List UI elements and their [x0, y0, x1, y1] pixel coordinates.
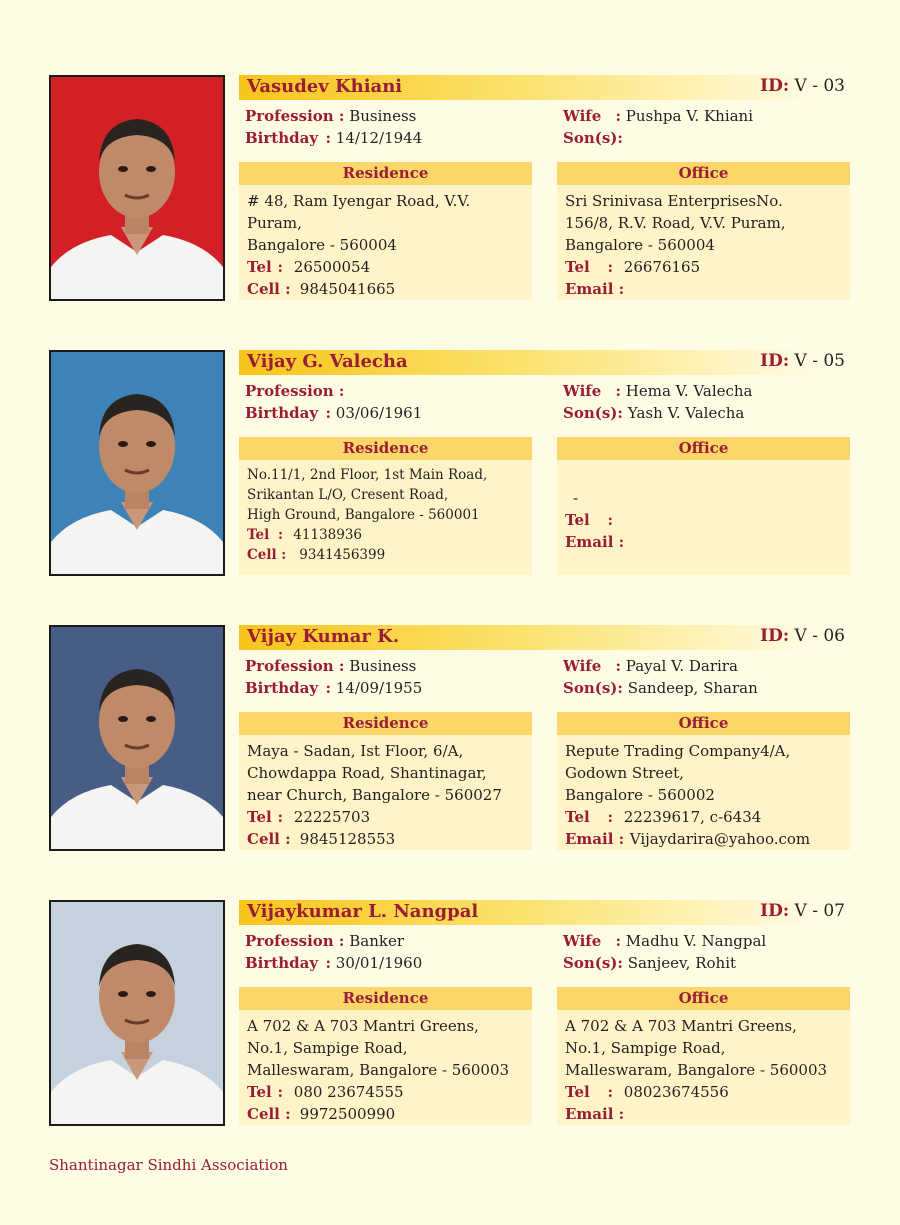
member-name: Vijay Kumar K.	[247, 626, 400, 647]
office-address: Sri Srinivasa EnterprisesNo. 156/8, R.V. Road, V.V. Puram, Bangalore - 560004	[565, 192, 786, 254]
tel-label: Tel :	[247, 808, 283, 826]
email-label: Email :	[565, 1105, 625, 1123]
sons-row	[563, 679, 758, 697]
residence-tel: 080 23674555	[293, 1083, 404, 1101]
id-value: V - 05	[794, 351, 845, 371]
member-id	[760, 901, 845, 921]
profession-row	[245, 382, 344, 400]
birthday-value: 03/06/1961	[335, 404, 423, 422]
footer-association-name: Shantinagar Sindhi Association	[49, 1156, 288, 1174]
birthday-label: Birthday :	[245, 129, 331, 147]
member-id	[760, 76, 845, 96]
office-body	[565, 190, 844, 300]
id-value: V - 03	[794, 76, 845, 96]
residence-box	[239, 162, 532, 300]
residence-box	[239, 987, 532, 1125]
office-box	[557, 162, 850, 300]
residence-cell-row	[247, 278, 526, 300]
wife-value: Madhu V. Nangpal	[625, 932, 767, 950]
cell-label: Cell :	[247, 1105, 291, 1123]
residence-header: Residence	[239, 437, 532, 460]
wife-row	[563, 657, 738, 675]
residence-tel-row	[247, 806, 526, 828]
office-body	[565, 1015, 844, 1125]
office-email-row	[565, 531, 844, 553]
sons-label: Son(s):	[563, 679, 623, 697]
residence-cell: 9341456399	[299, 547, 386, 563]
birthday-value: 14/09/1955	[335, 679, 423, 697]
member-id	[760, 626, 845, 646]
office-box	[557, 987, 850, 1125]
email-label: Email :	[565, 280, 625, 298]
office-email[interactable]: Vijaydarira@yahoo.com	[629, 830, 811, 848]
office-tel: 22239617, c-6434	[623, 808, 762, 826]
residence-tel-row	[247, 256, 526, 278]
residence-body	[247, 465, 526, 565]
wife-value: Payal V. Darira	[625, 657, 738, 675]
office-tel-row	[565, 256, 844, 278]
sons-label: Son(s):	[563, 404, 623, 422]
name-bar	[239, 350, 850, 375]
profession-row	[245, 107, 416, 125]
member-id	[760, 351, 845, 371]
profession-value: Business	[349, 657, 417, 675]
birthday-label: Birthday :	[245, 404, 331, 422]
office-header: Office	[557, 712, 850, 735]
profession-value: Banker	[349, 932, 404, 950]
residence-tel-row	[247, 525, 526, 545]
office-address: Repute Trading Company4/A, Godown Street, Bangalore - 560002	[565, 742, 791, 804]
residence-box	[239, 712, 532, 850]
member-photo	[49, 900, 225, 1126]
tel-label: Tel :	[247, 1083, 283, 1101]
residence-header: Residence	[239, 987, 532, 1010]
profession-row	[245, 932, 404, 950]
id-label: ID:	[760, 351, 790, 371]
birthday-row	[245, 129, 422, 147]
office-email-row	[565, 828, 844, 850]
residence-address: A 702 & A 703 Mantri Greens, No.1, Sampige Road, Malleswaram, Bangalore - 560003	[247, 1017, 510, 1079]
wife-row	[563, 382, 753, 400]
office-tel-row	[565, 509, 844, 531]
sons-label: Son(s):	[563, 129, 623, 147]
member-entry	[49, 625, 851, 853]
residence-header: Residence	[239, 162, 532, 185]
profession-label: Profession :	[245, 107, 345, 125]
profession-label: Profession :	[245, 932, 345, 950]
id-value: V - 06	[794, 626, 845, 646]
office-box	[557, 712, 850, 850]
office-body	[565, 740, 844, 850]
residence-body	[247, 190, 526, 300]
profession-row	[245, 657, 416, 675]
email-label: Email :	[565, 830, 625, 848]
residence-cell: 9845128553	[299, 830, 396, 848]
office-tel: 08023674556	[623, 1083, 729, 1101]
wife-label: Wife :	[563, 932, 621, 950]
sons-row	[563, 954, 736, 972]
tel-label: Tel :	[247, 527, 283, 543]
residence-tel: 26500054	[293, 258, 371, 276]
birthday-row	[245, 679, 422, 697]
wife-label: Wife :	[563, 657, 621, 675]
member-name: Vasudev Khiani	[247, 76, 403, 97]
office-tel-row	[565, 806, 844, 828]
profession-label: Profession :	[245, 657, 345, 675]
birthday-row	[245, 404, 422, 422]
sons-row	[563, 129, 623, 147]
wife-row	[563, 107, 753, 125]
profession-label: Profession :	[245, 382, 345, 400]
residence-tel-row	[247, 1081, 526, 1103]
wife-label: Wife :	[563, 107, 621, 125]
office-tel-row	[565, 1081, 844, 1103]
birthday-row	[245, 954, 422, 972]
sons-value: Sanjeev, Rohit	[627, 954, 737, 972]
name-bar	[239, 75, 850, 100]
office-tel: 26676165	[623, 258, 701, 276]
wife-row	[563, 932, 766, 950]
cell-label: Cell :	[247, 280, 291, 298]
wife-label: Wife :	[563, 382, 621, 400]
office-header: Office	[557, 987, 850, 1010]
member-photo	[49, 350, 225, 576]
residence-tel: 41138936	[293, 527, 363, 543]
office-email-row	[565, 278, 844, 300]
sons-row	[563, 404, 744, 422]
residence-body	[247, 1015, 526, 1125]
birthday-label: Birthday :	[245, 679, 331, 697]
office-body	[565, 465, 844, 553]
wife-value: Pushpa V. Khiani	[625, 107, 754, 125]
office-header: Office	[557, 162, 850, 185]
profession-value: Business	[349, 107, 417, 125]
tel-label: Tel :	[565, 511, 613, 529]
residence-cell-row	[247, 828, 526, 850]
member-photo	[49, 75, 225, 301]
id-label: ID:	[760, 76, 790, 96]
residence-header: Residence	[239, 712, 532, 735]
id-label: ID:	[760, 901, 790, 921]
tel-label: Tel :	[565, 258, 613, 276]
sons-value: Yash V. Valecha	[627, 404, 745, 422]
office-box	[557, 437, 850, 575]
tel-label: Tel :	[565, 808, 613, 826]
email-label: Email :	[565, 533, 625, 551]
name-bar	[239, 900, 850, 925]
office-email-row	[565, 1103, 844, 1125]
member-name: Vijaykumar L. Nangpal	[247, 901, 479, 922]
id-value: V - 07	[794, 901, 845, 921]
birthday-value: 30/01/1960	[335, 954, 423, 972]
office-header: Office	[557, 437, 850, 460]
office-address: -	[573, 489, 579, 507]
member-photo	[49, 625, 225, 851]
birthday-value: 14/12/1944	[335, 129, 423, 147]
residence-address: No.11/1, 2nd Floor, 1st Main Road, Srikantan L/O, Cresent Road, High Ground, Bangalore - 560001	[247, 467, 488, 523]
office-address: A 702 & A 703 Mantri Greens, No.1, Sampige Road, Malleswaram, Bangalore - 560003	[565, 1017, 828, 1079]
sons-label: Son(s):	[563, 954, 623, 972]
cell-label: Cell :	[247, 830, 291, 848]
cell-label: Cell :	[247, 547, 287, 563]
member-entry	[49, 350, 851, 578]
tel-label: Tel :	[565, 1083, 613, 1101]
id-label: ID:	[760, 626, 790, 646]
residence-tel: 22225703	[293, 808, 371, 826]
residence-box	[239, 437, 532, 575]
member-entry	[49, 900, 851, 1128]
sons-value: Sandeep, Sharan	[627, 679, 758, 697]
residence-cell: 9845041665	[299, 280, 396, 298]
residence-address: # 48, Ram Iyengar Road, V.V. Puram, Bangalore - 560004	[247, 192, 471, 254]
birthday-label: Birthday :	[245, 954, 331, 972]
residence-cell-row	[247, 545, 526, 565]
residence-body	[247, 740, 526, 850]
residence-cell-row	[247, 1103, 526, 1125]
name-bar	[239, 625, 850, 650]
tel-label: Tel :	[247, 258, 283, 276]
residence-address: Maya - Sadan, Ist Floor, 6/A, Chowdappa Road, Shantinagar, near Church, Bangalore - 560027	[247, 742, 502, 804]
wife-value: Hema V. Valecha	[625, 382, 753, 400]
member-name: Vijay G. Valecha	[247, 351, 408, 372]
member-entry	[49, 75, 851, 303]
residence-cell: 9972500990	[299, 1105, 396, 1123]
